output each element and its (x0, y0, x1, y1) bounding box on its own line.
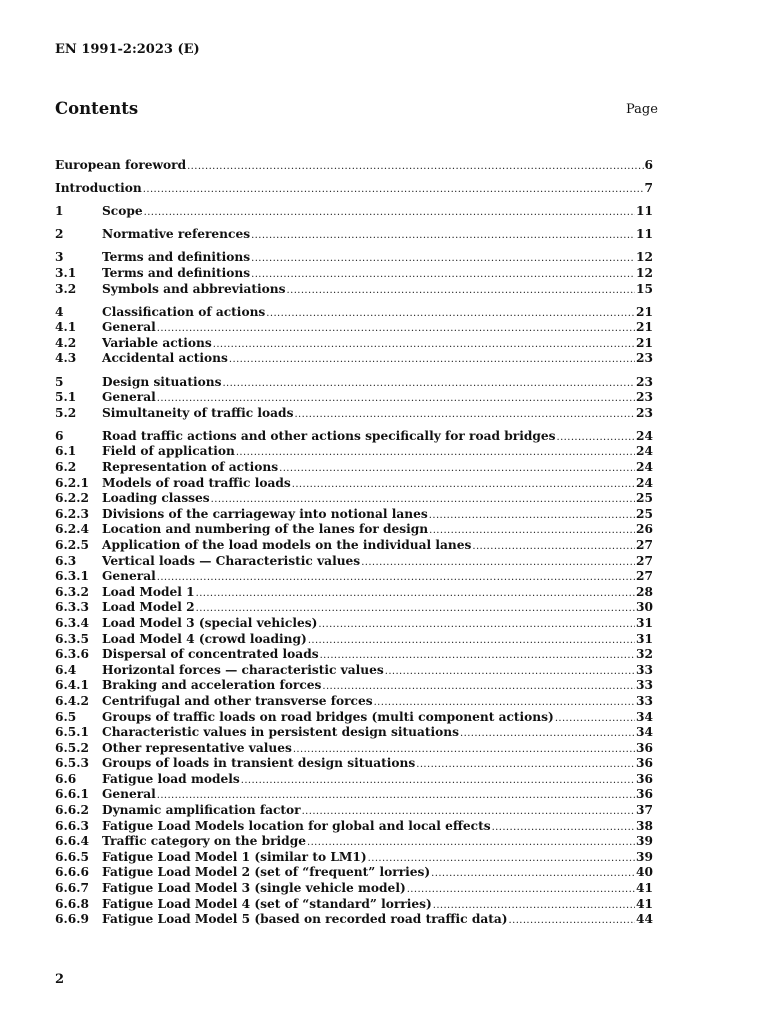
toc-entry-page: 34 (636, 725, 653, 740)
toc-entry-title: Representation of actions (102, 460, 279, 474)
toc-entry-number: 6.5 (55, 709, 77, 724)
toc-entry-page: 32 (636, 647, 653, 662)
page-column-label: Page (626, 102, 658, 117)
toc-entry-page: 40 (636, 865, 653, 880)
toc-entry-number: 6.6 (55, 771, 77, 786)
toc-entry-page: 44 (636, 912, 653, 927)
toc-entry-number: 6.5.3 (55, 756, 89, 771)
toc-entry-page: 33 (636, 678, 653, 693)
toc-leader-dots (557, 432, 636, 443)
table-of-contents (55, 158, 653, 928)
toc-entry[interactable] (55, 250, 653, 266)
toc-entry-page: 24 (636, 428, 653, 443)
toc-entry-page: 38 (636, 818, 653, 833)
toc-leader-dots (251, 269, 635, 280)
toc-leader-dots (187, 161, 643, 172)
toc-entry-page: 36 (636, 771, 653, 786)
toc-entry-page: 23 (636, 374, 653, 389)
toc-leader-dots (429, 525, 635, 536)
toc-leader-dots (308, 635, 635, 646)
toc-entry-page: 11 (636, 227, 653, 242)
toc-entry-page: 27 (636, 553, 653, 568)
toc-entry[interactable] (55, 406, 653, 422)
toc-leader-dots (368, 853, 635, 864)
toc-entry[interactable] (55, 834, 653, 850)
toc-entry[interactable] (55, 305, 653, 321)
toc-entry-title: Terms and definitions (102, 250, 251, 265)
toc-entry-page: 25 (636, 491, 653, 506)
toc-entry-title: Field of application (102, 444, 235, 459)
toc-entry-title: Groups of loads in transient design situations (102, 756, 416, 771)
toc-entry[interactable] (55, 538, 653, 554)
toc-entry[interactable] (55, 632, 653, 648)
toc-entry-number: 6.5.1 (55, 725, 89, 740)
toc-entry-title: Braking and acceleration forces (102, 678, 322, 693)
toc-leader-dots (157, 790, 635, 801)
toc-entry[interactable] (55, 507, 653, 523)
toc-entry[interactable] (55, 710, 653, 726)
toc-entry-page: 11 (636, 204, 653, 219)
toc-leader-dots (251, 253, 635, 264)
toc-entry-page: 26 (636, 522, 653, 537)
toc-leader-dots (320, 650, 635, 661)
toc-entry-title: Dispersal of concentrated loads (102, 647, 319, 662)
toc-entry-number: 4.1 (55, 320, 77, 335)
toc-entry[interactable] (55, 756, 653, 772)
toc-entry-number: 5.1 (55, 390, 77, 405)
toc-leader-dots (229, 354, 635, 365)
toc-entry[interactable] (55, 336, 653, 352)
toc-entry-title: Load Model 3 (special vehicles) (102, 615, 318, 630)
toc-leader-dots (196, 603, 635, 614)
toc-leader-dots (287, 285, 636, 296)
toc-leader-dots (429, 510, 635, 521)
toc-leader-dots (322, 681, 635, 692)
toc-entry-title: Load Model 2 (102, 600, 195, 615)
toc-entry[interactable] (55, 554, 653, 570)
toc-entry[interactable] (55, 912, 653, 928)
toc-entry[interactable] (55, 616, 653, 632)
toc-entry-page: 27 (636, 569, 653, 584)
contents-title: Contents (55, 99, 139, 118)
toc-entry-number: 3.1 (55, 265, 77, 280)
toc-entry-page: 15 (636, 281, 653, 296)
toc-entry-number: 4 (55, 304, 64, 319)
toc-entry[interactable] (55, 227, 653, 243)
toc-leader-dots (211, 494, 635, 505)
toc-entry-number: 6.6.2 (55, 803, 89, 818)
toc-entry-page: 12 (636, 250, 653, 265)
toc-entry-number: 6.6.8 (55, 896, 89, 911)
toc-entry-page: 7 (644, 181, 653, 196)
toc-leader-dots (196, 588, 635, 599)
toc-entry-title: Horizontal forces — characteristic values (102, 662, 384, 677)
toc-entry-number: 6.3.5 (55, 631, 89, 646)
toc-entry-page: 21 (636, 335, 653, 350)
toc-entry-number: 3 (55, 250, 64, 265)
toc-entry-number: 4.2 (55, 335, 77, 350)
toc-entry-title: Fatigue Load Model 1 (similar to LM1) (102, 849, 367, 864)
toc-leader-dots (241, 775, 635, 786)
toc-entry-title: General (102, 390, 156, 405)
toc-leader-dots (144, 207, 635, 218)
toc-leader-dots (293, 744, 635, 755)
toc-entry-title: General (102, 320, 156, 335)
toc-entry-number: 6.3 (55, 553, 77, 568)
toc-leader-dots (472, 541, 635, 552)
toc-entry-number: 6.6.5 (55, 849, 89, 864)
toc-leader-dots (279, 463, 635, 474)
toc-entry[interactable] (55, 772, 653, 788)
toc-entry-page: 36 (636, 740, 653, 755)
toc-entry-number: 6.6.9 (55, 912, 89, 927)
toc-entry[interactable] (55, 181, 653, 197)
toc-entry-page: 24 (636, 475, 653, 490)
toc-entry-number: 6.6.7 (55, 881, 89, 896)
toc-entry[interactable] (55, 429, 653, 445)
toc-entry-page: 39 (636, 834, 653, 849)
toc-entry-title: Vertical loads — Characteristic values (102, 553, 361, 568)
toc-entry[interactable] (55, 522, 653, 538)
toc-entry-title: Normative references (102, 227, 251, 242)
toc-leader-dots (157, 572, 635, 583)
toc-entry-page: 34 (636, 709, 653, 724)
toc-entry-number: 6.2.4 (55, 522, 89, 537)
toc-entry[interactable] (55, 476, 653, 492)
toc-entry-page: 33 (636, 693, 653, 708)
toc-entry-number: 6.2.1 (55, 475, 89, 490)
toc-entry[interactable] (55, 741, 653, 757)
toc-entry-title: Groups of traffic loads on road bridges (multi component actions) (102, 709, 554, 724)
toc-entry-title: General (102, 569, 156, 584)
toc-leader-dots (318, 619, 635, 630)
toc-entry-title: Introduction (55, 181, 142, 196)
toc-entry-number: 2 (55, 227, 64, 242)
toc-entry-page: 37 (636, 803, 653, 818)
footer-page-number: 2 (55, 972, 65, 987)
toc-entry[interactable] (55, 585, 653, 601)
toc-entry-number: 6.4.2 (55, 693, 89, 708)
toc-entry-title: Fatigue Load Models location for global and local effects (102, 818, 491, 833)
toc-entry-title: Traffic category on the bridge (102, 834, 306, 849)
toc-entry[interactable] (55, 678, 653, 694)
toc-entry-number: 6.2 (55, 460, 77, 474)
toc-entry-title: Symbols and abbreviations (102, 281, 286, 296)
toc-leader-dots (407, 884, 635, 895)
toc-entry-title: Application of the load models on the individual lanes (102, 537, 472, 552)
toc-entry[interactable] (55, 881, 653, 897)
toc-entry-page: 33 (636, 662, 653, 677)
toc-entry-page: 27 (636, 537, 653, 552)
toc-entry[interactable] (55, 850, 653, 866)
toc-entry-title: Road traffic actions and other actions specifically for road bridges (102, 428, 556, 443)
toc-entry[interactable] (55, 158, 653, 174)
toc-entry-title: Characteristic values in persistent design situations (102, 725, 460, 740)
toc-entry-number: 6.3.1 (55, 569, 89, 584)
toc-entry-title: Fatigue Load Model 5 (based on recorded road traffic data) (102, 912, 508, 927)
toc-entry-page: 23 (636, 390, 653, 405)
toc-entry-page: 28 (636, 584, 653, 599)
toc-leader-dots (555, 713, 635, 724)
toc-entry-page: 25 (636, 506, 653, 521)
toc-entry[interactable] (55, 865, 653, 881)
toc-entry[interactable] (55, 600, 653, 616)
toc-leader-dots (213, 339, 635, 350)
toc-entry[interactable] (55, 819, 653, 835)
toc-entry[interactable] (55, 694, 653, 710)
toc-entry[interactable] (55, 787, 653, 803)
toc-entry[interactable] (55, 725, 653, 741)
toc-entry-title: European foreword (55, 158, 187, 172)
toc-entry[interactable] (55, 266, 653, 282)
toc-leader-dots (509, 915, 636, 926)
toc-entry-number: 6.1 (55, 444, 77, 459)
toc-leader-dots (361, 557, 635, 568)
toc-entry-page: 41 (636, 896, 653, 911)
toc-entry-title: Fatigue load models (102, 771, 240, 786)
toc-entry-title: Accidental actions (102, 351, 228, 366)
toc-entry-number: 6.4 (55, 662, 77, 677)
toc-leader-dots (492, 822, 635, 833)
toc-entry-title: Simultaneity of traffic loads (102, 405, 294, 420)
toc-entry-number: 5.2 (55, 405, 77, 420)
toc-entry-title: Variable actions (102, 335, 212, 350)
toc-entry-number: 6.2.3 (55, 506, 89, 521)
toc-entry-title: Fatigue Load Model 4 (set of “standard” lorries) (102, 896, 432, 911)
toc-entry-number: 5 (55, 374, 64, 389)
toc-entry-number: 6.5.2 (55, 740, 89, 755)
toc-entry-page: 36 (636, 756, 653, 771)
toc-entry-number: 6.2.2 (55, 491, 89, 506)
toc-leader-dots (374, 697, 635, 708)
toc-leader-dots (460, 728, 635, 739)
toc-entry-title: Centrifugal and other transverse forces (102, 693, 373, 708)
toc-leader-dots (143, 184, 644, 195)
toc-entry-title: Divisions of the carriageway into notional lanes (102, 506, 428, 521)
toc-entry[interactable] (55, 460, 653, 476)
toc-entry-number: 6.3.2 (55, 584, 89, 599)
toc-entry-title: Location and numbering of the lanes for design (102, 522, 429, 537)
toc-entry-title: Fatigue Load Model 3 (single vehicle model) (102, 881, 406, 896)
toc-entry-number: 6.6.6 (55, 865, 89, 880)
toc-leader-dots (266, 308, 635, 319)
toc-entry-page: 23 (636, 405, 653, 420)
toc-entry[interactable] (55, 282, 653, 298)
toc-entry-page: 12 (636, 265, 653, 280)
document-id: EN 1991-2:2023 (E) (55, 42, 200, 57)
toc-entry-title: Fatigue Load Model 2 (set of “frequent” lorries) (102, 865, 431, 880)
toc-entry-title: Load Model 4 (crowd loading) (102, 631, 307, 646)
toc-leader-dots (251, 230, 635, 241)
toc-leader-dots (292, 479, 635, 490)
toc-entry[interactable] (55, 897, 653, 913)
toc-entry[interactable] (55, 444, 653, 460)
toc-leader-dots (236, 447, 635, 458)
toc-entry-number: 3.2 (55, 281, 77, 296)
toc-entry-page: 31 (636, 615, 653, 630)
toc-entry-page: 30 (636, 600, 653, 615)
toc-entry[interactable] (55, 375, 653, 391)
toc-entry-title: Classification of actions (102, 304, 266, 319)
toc-entry-title: Loading classes (102, 491, 210, 506)
toc-entry-number: 6.3.6 (55, 647, 89, 662)
toc-leader-dots (222, 378, 635, 389)
toc-entry-page: 36 (636, 787, 653, 802)
toc-entry-number: 6.3.4 (55, 615, 89, 630)
toc-leader-dots (385, 666, 635, 677)
toc-entry-page: 21 (636, 304, 653, 319)
toc-entry-title: Load Model 1 (102, 584, 195, 599)
toc-entry-number: 4.3 (55, 351, 77, 366)
toc-entry-number: 6.4.1 (55, 678, 89, 693)
toc-entry-page: 24 (636, 460, 653, 474)
toc-entry-title: Design situations (102, 374, 222, 389)
toc-entry-number: 6.2.5 (55, 537, 89, 552)
toc-entry-title: General (102, 787, 156, 802)
toc-leader-dots (157, 393, 635, 404)
toc-entry-page: 39 (636, 849, 653, 864)
toc-entry-page: 6 (644, 158, 653, 172)
toc-entry[interactable] (55, 663, 653, 679)
toc-entry-title: Terms and definitions (102, 265, 251, 280)
toc-entry-number: 6.6.3 (55, 818, 89, 833)
toc-leader-dots (307, 837, 635, 848)
toc-entry[interactable] (55, 351, 653, 367)
toc-entry-number: 6.3.3 (55, 600, 89, 615)
toc-entry-title: Other representative values (102, 740, 292, 755)
toc-entry-title: Scope (102, 204, 143, 219)
toc-entry[interactable] (55, 491, 653, 507)
toc-leader-dots (294, 409, 635, 420)
toc-entry[interactable] (55, 204, 653, 220)
toc-entry[interactable] (55, 647, 653, 663)
toc-entry[interactable] (55, 390, 653, 406)
toc-entry-page: 41 (636, 881, 653, 896)
toc-entry-number: 6.6.1 (55, 787, 89, 802)
toc-leader-dots (157, 323, 635, 334)
toc-entry-page: 24 (636, 444, 653, 459)
toc-entry-page: 31 (636, 631, 653, 646)
toc-leader-dots (416, 759, 635, 770)
toc-entry-title: Models of road traffic loads (102, 475, 291, 490)
toc-entry[interactable] (55, 320, 653, 336)
toc-entry-page: 21 (636, 320, 653, 335)
toc-entry-number: 6.6.4 (55, 834, 89, 849)
toc-leader-dots (302, 806, 635, 817)
toc-entry[interactable] (55, 569, 653, 585)
toc-entry-number: 1 (55, 204, 64, 219)
toc-entry-page: 23 (636, 351, 653, 366)
toc-leader-dots (433, 900, 635, 911)
toc-entry-title: Dynamic amplification factor (102, 803, 301, 818)
toc-entry[interactable] (55, 803, 653, 819)
toc-leader-dots (431, 868, 635, 879)
toc-entry-number: 6 (55, 428, 64, 443)
